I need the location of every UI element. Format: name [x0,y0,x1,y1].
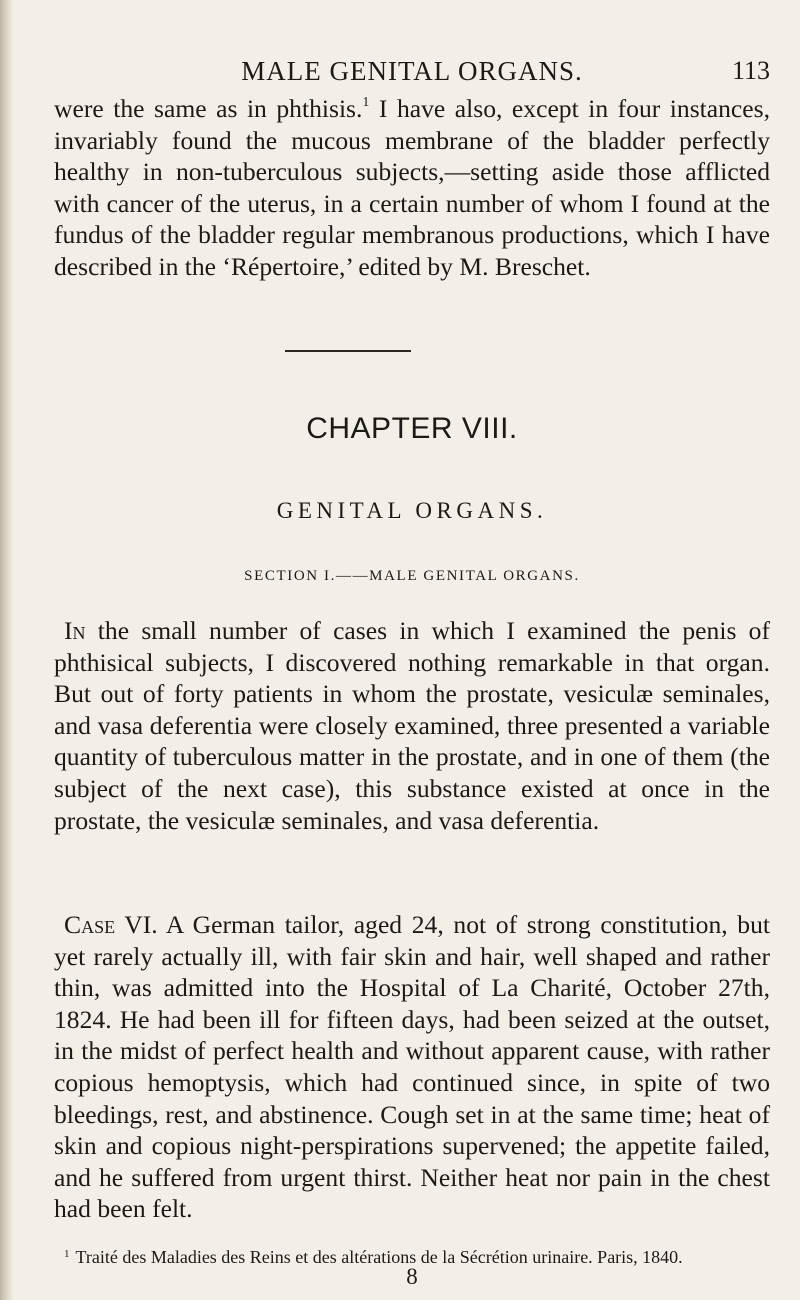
footnote-reference: 1 [362,95,370,110]
signature-mark: 8 [406,1264,418,1289]
section-heading: SECTION I.——MALE GENITAL ORGANS. [244,568,580,584]
footnote-text: Traité des Maladies des Reins et des altérations de la Sécrétion urinaire. Paris, 1840. [75,1247,683,1267]
chapter-subtitle: GENITAL ORGANS. [276,498,548,523]
running-head [54,0,770,86]
footnote-marker: 1 [64,1248,70,1260]
paragraph-continuation [54,93,770,283]
paragraph-2-lead: In [64,616,86,645]
paragraph-male-genital-organs [54,615,770,836]
running-head-title: MALE GENITAL ORGANS. [241,56,583,86]
page-number: 113 [731,56,770,85]
paragraph-case-vi [54,909,770,1225]
page-edge-shadow [0,0,14,1300]
paragraph-3-text: A German tailor, aged 24, not of strong constitution, but yet rarely actually ill, with fair skin and hair, well shaped and rather thin, was admitted into the Hospital of La Charité, October 27th, 1824. He had been ill for fifteen days, had been seized at the outset, in the midst of perfect health and without apparent cause, with rather copious hemoptysis, which had continued since, in spite of two bleedings, rest, and abstinence. Cough set in at the same time; heat of skin and copious night-perspirations supervened; the appetite failed, and he suffered from urgent thirst. Neither heat nor pain in the chest had been felt. [54,910,771,1224]
page-content [54,0,771,1289]
paragraph-1-text-a: were the same as in phthisis. [54,94,363,123]
section-divider-rule [285,350,411,352]
case-heading: Case VI. [64,910,158,939]
paragraph-2-text: the small number of cases in which I examined the penis of phthisical subjects, I discovered nothing remarkable in that organ. But out of forty patients in whom the prostate, vesiculæ seminales, and vasa deferentia were closely examined, three presented a variable quantity of tuberculous matter in the prostate, and in one of them (the subject of the next case), this substance existed at once in the prostate, the vesiculæ seminales, and vasa deferentia. [54,616,770,835]
chapter-title: CHAPTER VIII. [306,412,518,445]
paragraph-1-text-b: I have also, except in four instances, invariably found the mucous membrane of the bladder perfectly healthy in non-tuberculous subjects,—setting aside those afflicted with cancer of the uterus, in a certain number of whom I found at the fundus of the bladder regular membranous productions, which I have described in the ‘Répertoire,’ edited by M. Breschet. [54,94,771,281]
